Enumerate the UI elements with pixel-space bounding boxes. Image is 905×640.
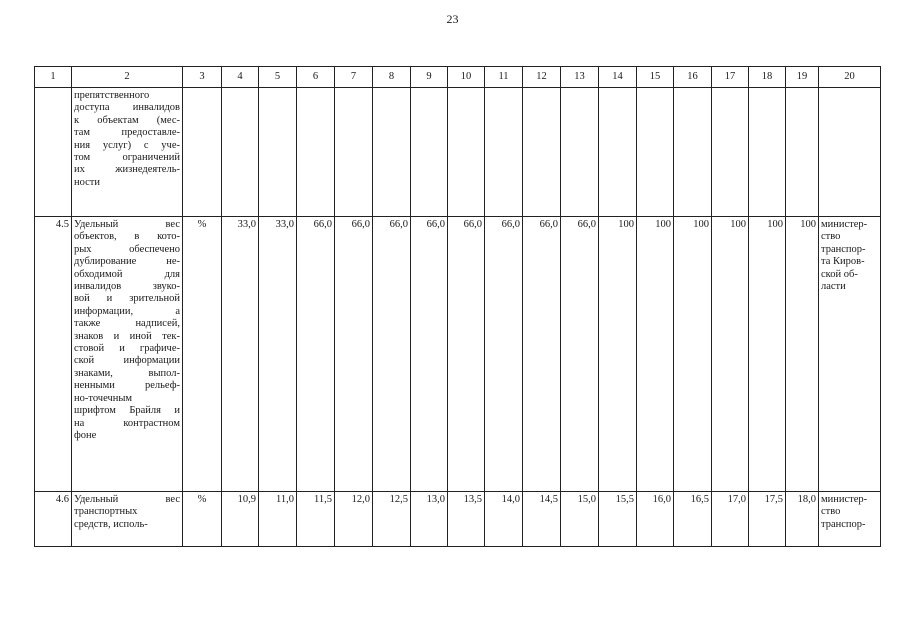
- column-header-7: 7: [335, 67, 373, 88]
- row-index: 4.5: [35, 217, 72, 492]
- column-header-17: 17: [712, 67, 749, 88]
- value-cell: 100: [749, 217, 786, 492]
- value-cell: [599, 88, 637, 217]
- description-line: шрифтом Брайля и: [74, 405, 180, 417]
- responsible-line: транспор-: [821, 243, 866, 255]
- value-cell: 12,5: [373, 492, 411, 547]
- column-header-16: 16: [674, 67, 712, 88]
- header-row: [35, 67, 881, 88]
- description-line: знаков и иной тек-: [74, 330, 180, 342]
- value-cell: [786, 88, 819, 217]
- value-cell: 100: [674, 217, 712, 492]
- value-cell: 100: [786, 217, 819, 492]
- value-cell: 66,0: [561, 217, 599, 492]
- description-line: к объектам (мес-: [74, 114, 180, 126]
- value-cell: 66,0: [523, 217, 561, 492]
- value-cell: [523, 88, 561, 217]
- value-cell: 66,0: [411, 217, 448, 492]
- value-cell: 11,0: [259, 492, 297, 547]
- value-cell: 100: [637, 217, 674, 492]
- table-row: [35, 88, 881, 217]
- value-cell: [674, 88, 712, 217]
- value-cell: 11,5: [297, 492, 335, 547]
- unit-cell: %: [183, 217, 222, 492]
- unit-cell: %: [183, 492, 222, 547]
- description-line: рых обеспечено: [74, 243, 180, 255]
- description-line: доступа инвалидов: [74, 102, 180, 114]
- description-line: дублирование не-: [74, 256, 180, 268]
- description-line: ности: [74, 176, 100, 188]
- responsible-line: ской об-: [821, 268, 858, 280]
- value-cell: [373, 88, 411, 217]
- value-cell: 17,5: [749, 492, 786, 547]
- column-header-19: 19: [786, 67, 819, 88]
- description-line: ской информации: [74, 355, 180, 367]
- value-cell: 13,0: [411, 492, 448, 547]
- value-cell: 66,0: [297, 217, 335, 492]
- description-line: Удельный вес: [74, 494, 180, 505]
- value-cell: 18,0: [786, 492, 819, 547]
- responsible-line: ство: [821, 506, 841, 518]
- description-line: объектов, в кото-: [74, 231, 180, 243]
- value-cell: 12,0: [335, 492, 373, 547]
- indicators-table: [34, 66, 881, 547]
- column-header-11: 11: [485, 67, 523, 88]
- table-row: [35, 492, 881, 547]
- responsible-executor: [819, 88, 881, 217]
- column-header-9: 9: [411, 67, 448, 88]
- column-header-8: 8: [373, 67, 411, 88]
- column-header-20: 20: [819, 67, 881, 88]
- value-cell: 13,5: [448, 492, 485, 547]
- description-line: вой и зрительной: [74, 293, 180, 305]
- value-cell: [222, 88, 259, 217]
- indicator-description: [72, 492, 183, 547]
- responsible-executor: [819, 492, 881, 547]
- description-line: там предоставле-: [74, 127, 180, 139]
- value-cell: 14,0: [485, 492, 523, 547]
- unit-cell: [183, 88, 222, 217]
- description-line: также надписей,: [74, 318, 180, 330]
- page-number: 23: [446, 12, 459, 26]
- description-line: фоне: [74, 429, 97, 441]
- value-cell: 100: [712, 217, 749, 492]
- column-header-14: 14: [599, 67, 637, 88]
- value-cell: 33,0: [259, 217, 297, 492]
- description-line: том ограничений: [74, 152, 180, 164]
- column-header-15: 15: [637, 67, 674, 88]
- responsible-executor: [819, 217, 881, 492]
- value-cell: [259, 88, 297, 217]
- column-header-18: 18: [749, 67, 786, 88]
- description-line: на контрастном: [74, 417, 180, 429]
- description-line: знаками, выпол-: [74, 367, 180, 379]
- value-cell: [637, 88, 674, 217]
- description-line: средств, исполь-: [74, 518, 148, 530]
- description-line: ненными рельеф-: [74, 380, 180, 392]
- value-cell: 15,5: [599, 492, 637, 547]
- value-cell: [485, 88, 523, 217]
- value-cell: [335, 88, 373, 217]
- column-header-13: 13: [561, 67, 599, 88]
- column-header-1: 1: [35, 67, 72, 88]
- responsible-line: министер-: [821, 494, 868, 505]
- column-header-10: 10: [448, 67, 485, 88]
- description-line: транспортных: [74, 506, 138, 518]
- description-line: обходимой для: [74, 268, 180, 280]
- value-cell: [297, 88, 335, 217]
- responsible-line: министер-: [821, 219, 868, 230]
- value-cell: 100: [599, 217, 637, 492]
- value-cell: [561, 88, 599, 217]
- responsible-line: ство: [821, 231, 841, 243]
- value-cell: 16,0: [637, 492, 674, 547]
- column-header-12: 12: [523, 67, 561, 88]
- value-cell: 14,5: [523, 492, 561, 547]
- column-header-3: 3: [183, 67, 222, 88]
- value-cell: 10,9: [222, 492, 259, 547]
- value-cell: [448, 88, 485, 217]
- value-cell: [712, 88, 749, 217]
- row-index: [35, 88, 72, 217]
- indicator-description: [72, 217, 183, 492]
- description-line: их жизнедеятель-: [74, 164, 180, 176]
- value-cell: [411, 88, 448, 217]
- value-cell: [749, 88, 786, 217]
- value-cell: 17,0: [712, 492, 749, 547]
- description-line: инвалидов звуко-: [74, 281, 180, 293]
- description-line: ния услуг) с уче-: [74, 139, 180, 151]
- description-line: препятственного: [74, 90, 150, 101]
- value-cell: 15,0: [561, 492, 599, 547]
- description-line: стовой и графиче-: [74, 343, 180, 355]
- row-index: 4.6: [35, 492, 72, 547]
- value-cell: 16,5: [674, 492, 712, 547]
- column-header-5: 5: [259, 67, 297, 88]
- value-cell: 66,0: [335, 217, 373, 492]
- table-row: [35, 217, 881, 492]
- value-cell: 66,0: [485, 217, 523, 492]
- column-header-2: 2: [72, 67, 183, 88]
- value-cell: 33,0: [222, 217, 259, 492]
- responsible-line: транспор-: [821, 518, 866, 530]
- description-line: Удельный вес: [74, 219, 180, 230]
- description-line: информации, а: [74, 305, 180, 317]
- responsible-line: та Киров-: [821, 256, 865, 268]
- value-cell: 66,0: [373, 217, 411, 492]
- value-cell: 66,0: [448, 217, 485, 492]
- description-line: но-точечным: [74, 392, 133, 404]
- column-header-6: 6: [297, 67, 335, 88]
- indicator-description: [72, 88, 183, 217]
- responsible-line: ласти: [821, 281, 846, 293]
- column-header-4: 4: [222, 67, 259, 88]
